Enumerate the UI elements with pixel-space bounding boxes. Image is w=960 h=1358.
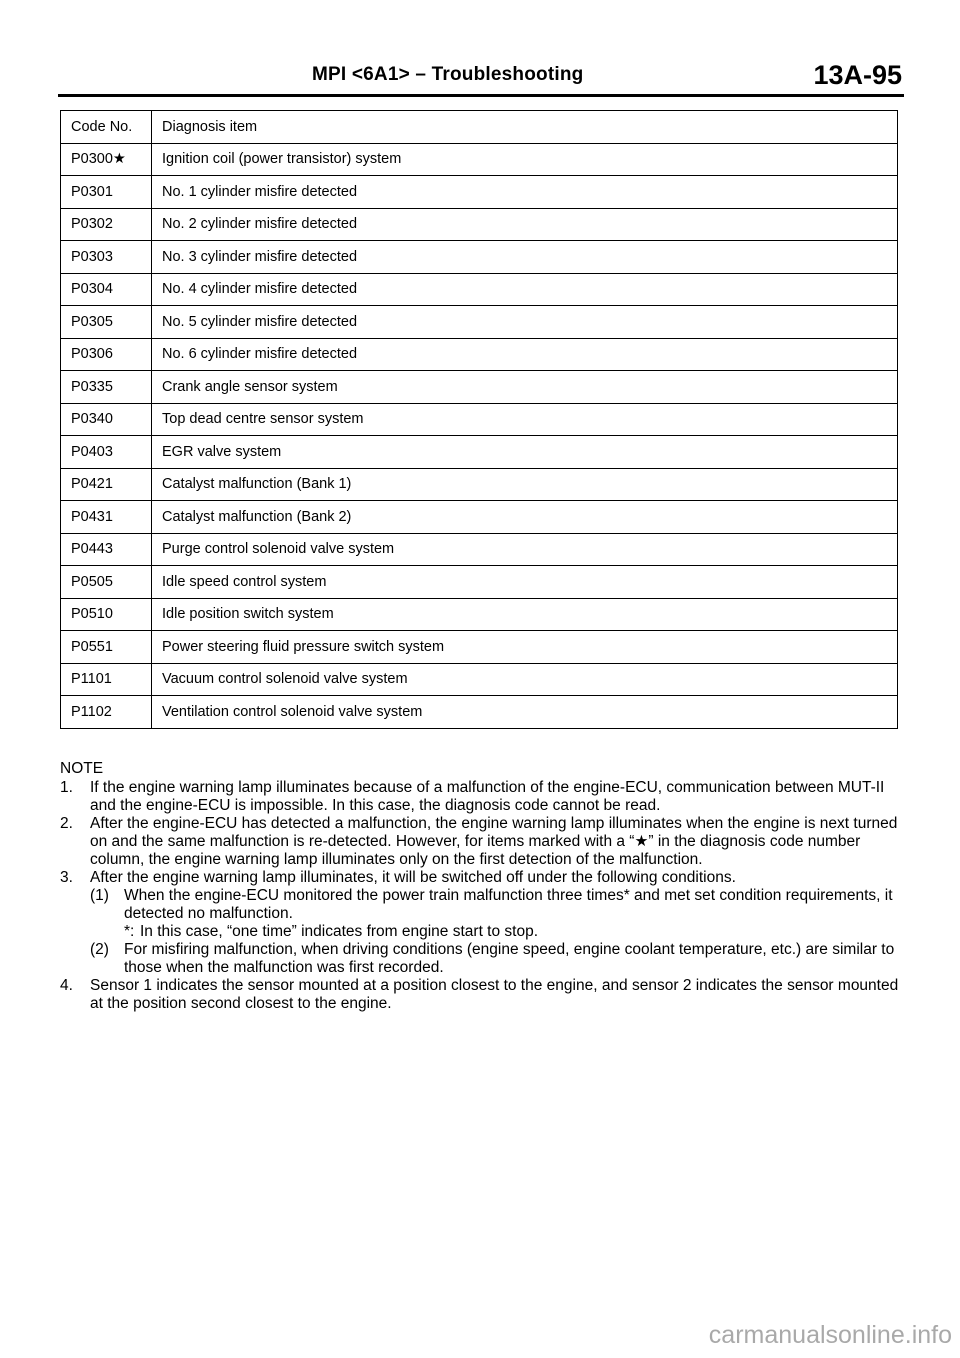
code-cell: P0431 [61,501,152,534]
table-row [61,598,898,631]
diagnosis-cell: No. 1 cylinder misfire detected [152,176,898,209]
page-number: 13A-95 [813,60,902,90]
remark-text: In this case, “one time” indicates from engine start to stop. [140,923,539,940]
code-cell: P0421 [61,468,152,501]
note-number: 1. [60,779,73,796]
diagnosis-code-table [60,110,898,729]
diagnosis-cell: No. 4 cylinder misfire detected [152,273,898,306]
note-number: 2. [60,815,73,832]
note-item [60,869,900,977]
code-cell: P0403 [61,436,152,469]
table-row [61,631,898,664]
code-cell: P0301 [61,176,152,209]
condition-text: For misfiring malfunction, when driving conditions (engine speed, engine coolant temperature, etc.) are similar to those when the malfunction was first recorded. [124,941,895,976]
table-row [61,176,898,209]
table-row [61,436,898,469]
note-text: If the engine warning lamp illuminates because of a malfunction of the engine-ECU, communication between MUT-II and the engine-ECU is impossible. In this case, the diagnosis code cannot be read. [90,779,885,814]
table-row [61,241,898,274]
code-cell: P0551 [61,631,152,664]
diagnosis-cell: Catalyst malfunction (Bank 1) [152,468,898,501]
table-row [61,403,898,436]
diagnosis-cell: Idle position switch system [152,598,898,631]
code-cell: P0303 [61,241,152,274]
code-column-header: Code No. [61,111,152,144]
note-heading: NOTE [60,760,104,777]
table-row [61,338,898,371]
note-number: 4. [60,977,73,994]
diagnosis-cell: Top dead centre sensor system [152,403,898,436]
diagnosis-cell: Crank angle sensor system [152,371,898,404]
table-row [61,663,898,696]
code-cell: P0304 [61,273,152,306]
diagnosis-cell: Idle speed control system [152,566,898,599]
remark-mark: *: [124,923,135,940]
table-row [61,566,898,599]
table-row [61,533,898,566]
table-row [61,468,898,501]
code-cell: P1102 [61,696,152,729]
diagnosis-cell: Purge control solenoid valve system [152,533,898,566]
code-cell: P0305 [61,306,152,339]
table-row [61,501,898,534]
diagnosis-column-header: Diagnosis item [152,111,898,144]
diagnosis-cell: No. 6 cylinder misfire detected [152,338,898,371]
code-cell: P0443 [61,533,152,566]
note-item [60,779,900,815]
code-cell: P0306 [61,338,152,371]
condition-number: (1) [90,887,109,904]
table-row [61,696,898,729]
condition-text: When the engine-ECU monitored the power train malfunction three times* and met set condition requirements, it detected no malfunction. [124,887,893,922]
table-row [61,371,898,404]
table-row [61,208,898,241]
table-header-row [61,111,898,144]
note-text: Sensor 1 indicates the sensor mounted at a position closest to the engine, and sensor 2 indicates the sensor mounted at the position second closest to the engine. [90,977,899,1012]
diagnosis-cell: Vacuum control solenoid valve system [152,663,898,696]
page-title: MPI <6A1> – Troubleshooting [312,64,584,85]
code-cell: P0300★ [61,143,152,176]
diagnosis-cell: No. 5 cylinder misfire detected [152,306,898,339]
diagnosis-cell: No. 3 cylinder misfire detected [152,241,898,274]
code-cell: P0340 [61,403,152,436]
note-number: 3. [60,869,73,886]
code-cell: P0505 [61,566,152,599]
code-cell: P0510 [61,598,152,631]
watermark: carmanualsonline.info [708,1321,952,1349]
diagnosis-cell: No. 2 cylinder misfire detected [152,208,898,241]
notes-section [60,760,900,1013]
note-item [60,977,900,1013]
condition-item [90,887,900,941]
condition-remark [124,923,900,941]
condition-number: (2) [90,941,109,958]
note-item [60,815,900,869]
page-header [58,58,904,97]
note-text: After the engine warning lamp illuminates, it will be switched off under the following conditions. [90,869,736,886]
diagnosis-cell: Power steering fluid pressure switch system [152,631,898,664]
diagnosis-cell: EGR valve system [152,436,898,469]
table-row [61,143,898,176]
table-row [61,273,898,306]
code-cell: P0302 [61,208,152,241]
note-text: After the engine-ECU has detected a malfunction, the engine warning lamp illuminates when the engine is next turned on and the same malfunction is re-detected. However, for items marked with a “★” in the diagnosis code number column, the engine warning lamp illuminates only on the first detection of the malfunction. [90,815,898,868]
diagnosis-cell: Ventilation control solenoid valve system [152,696,898,729]
code-cell: P1101 [61,663,152,696]
condition-item [90,941,900,977]
code-cell: P0335 [61,371,152,404]
diagnosis-cell: Catalyst malfunction (Bank 2) [152,501,898,534]
diagnosis-cell: Ignition coil (power transistor) system [152,143,898,176]
table-row [61,306,898,339]
